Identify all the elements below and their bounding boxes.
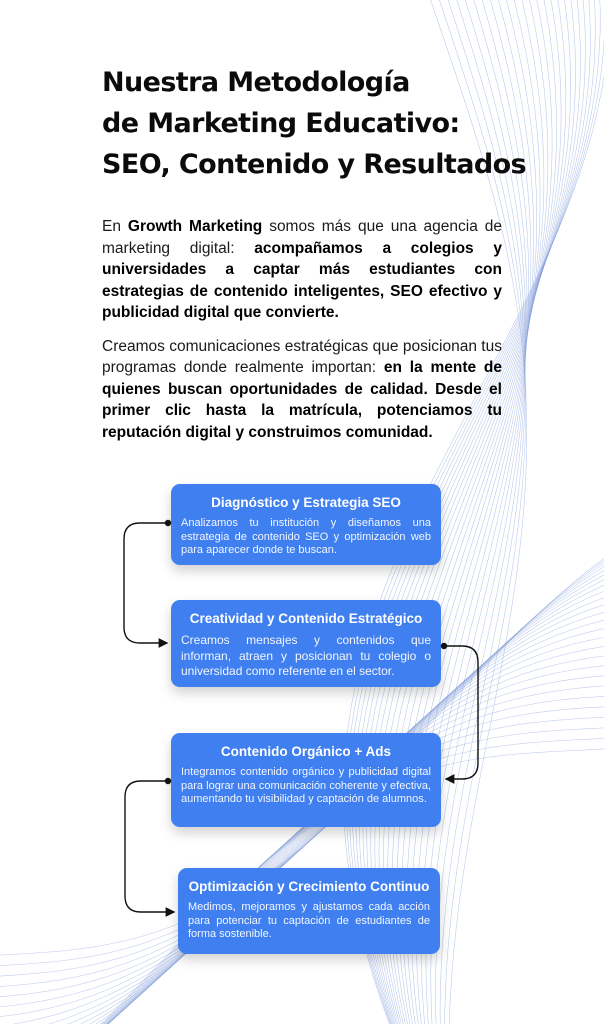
title-line-3: SEO, Contenido y Resultados — [102, 149, 526, 180]
step-title: Creatividad y Contenido Estratégico — [189, 611, 423, 626]
step-title: Optimización y Crecimiento Continuo — [188, 879, 430, 894]
intro-p2-text: Creamos comunicaciones estratégicas que posicionan tus programas donde realmente importan: — [102, 337, 502, 376]
title-line-1: Nuestra Metodología — [102, 67, 410, 98]
connector-1-to-2 — [124, 523, 168, 643]
intro-paragraph-2 — [102, 336, 502, 444]
step-title: Contenido Orgánico + Ads — [220, 744, 392, 759]
step-card-diagnostico — [171, 484, 441, 565]
intro-text — [102, 216, 502, 455]
title-line-2: de Marketing Educativo: — [102, 108, 460, 139]
connector-2-to-3 — [444, 646, 478, 779]
step-title: Diagnóstico y Estrategia SEO — [211, 495, 401, 510]
intro-p1-brand: Growth Marketing — [127, 218, 263, 235]
intro-p2-highlight: en la mente de quienes buscan oportunidades de calidad. Desde el primer clic hasta la matrícula, potenciamos tu reputación digital y construimos comunidad. — [102, 359, 502, 441]
step-description: Integramos contenido orgánico y publicidad digital para lograr una comunicación coherente y efectiva, aumentando tu visibilidad y captación de alumnos. — [181, 766, 431, 806]
intro-p1-text-1: En — [102, 218, 128, 235]
step-description: Medimos, mejoramos y ajustamos cada acción para potenciar tu captación de estudiantes de forma sostenible. — [188, 901, 430, 941]
connector-3-to-4 — [125, 781, 174, 912]
connector-2-dot — [441, 643, 447, 649]
step-card-creatividad — [171, 600, 441, 687]
page-title — [102, 62, 542, 185]
intro-paragraph-1 — [102, 216, 502, 324]
step-card-optimizacion — [178, 868, 440, 954]
step-description: Creamos mensajes y contenidos que informan, atraen y posicionan tu colegio o universidad como referente en el sector. — [181, 633, 431, 678]
intro-p1-highlight: acompañamos a colegios y universidades a captar más estudiantes con estrategias de contenido inteligentes, SEO efectivo y publicidad digital que convierte. — [102, 239, 502, 321]
step-card-contenido-organico — [171, 733, 441, 827]
intro-p1-text-2: somos más que una agencia de marketing digital: — [102, 218, 502, 257]
step-description: Analizamos tu institución y diseñamos una estrategia de contenido SEO y optimización web para aparecer donde te buscan. — [181, 517, 431, 557]
